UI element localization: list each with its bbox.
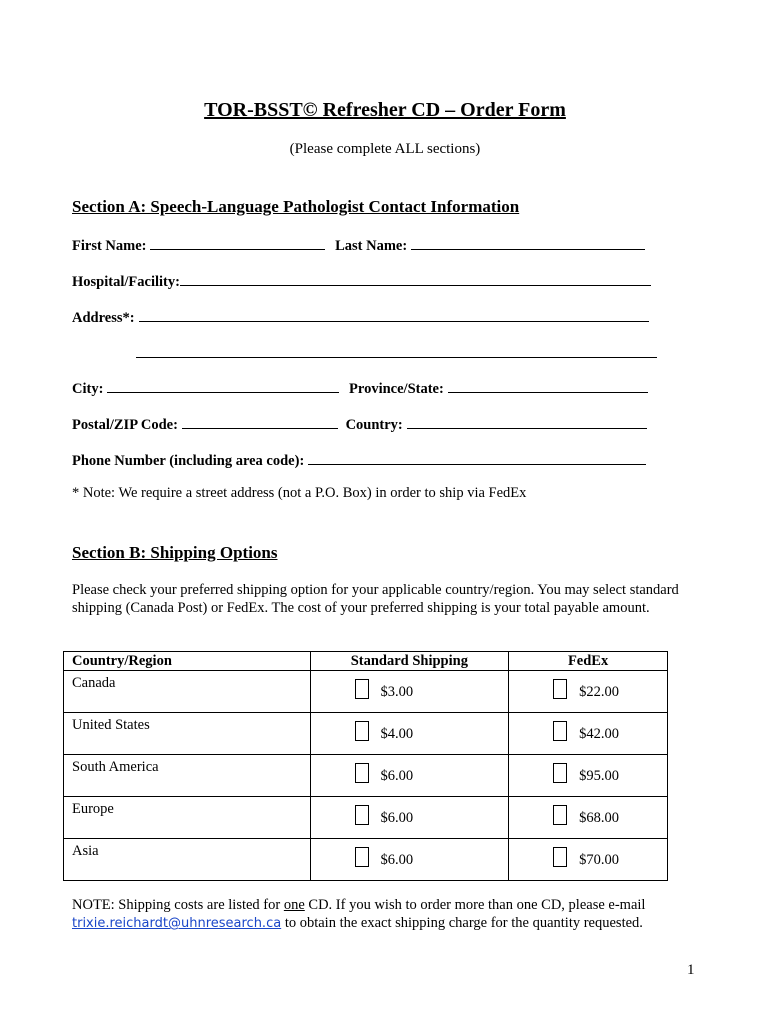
note-prefix: NOTE: Shipping costs are listed for <box>72 897 284 913</box>
fedex-cell <box>509 839 668 881</box>
address-field-line2[interactable] <box>136 343 657 358</box>
phone-field[interactable] <box>308 450 646 465</box>
note-suffix: to obtain the exact shipping charge for the quantity requested. <box>281 915 643 931</box>
standard-price: $6.00 <box>380 852 414 868</box>
postal-label: Postal/ZIP Code: <box>72 417 178 433</box>
fedex-cell <box>509 713 668 755</box>
phone-row <box>72 450 646 470</box>
checkbox-icon[interactable] <box>355 847 369 867</box>
last-name-label: Last Name: <box>335 238 408 254</box>
standard-cell <box>310 713 509 755</box>
checkbox-icon[interactable] <box>355 721 369 741</box>
phone-label: Phone Number (including area code): <box>72 453 305 469</box>
standard-cell <box>310 755 509 797</box>
contact-email-link[interactable]: trixie.reichardt@uhnresearch.ca <box>72 916 282 931</box>
page-title: TOR-BSST© Refresher CD – Order Form <box>204 99 566 121</box>
standard-cell <box>310 671 509 713</box>
postal-row <box>72 414 647 434</box>
hospital-field[interactable] <box>180 271 651 286</box>
fedex-cell <box>509 755 668 797</box>
country-field[interactable] <box>407 414 647 429</box>
province-label: Province/State: <box>349 381 444 397</box>
column-header-region: Country/Region <box>64 652 311 671</box>
table-row <box>64 713 668 755</box>
column-header-fedex: FedEx <box>509 652 668 671</box>
last-name-field[interactable] <box>411 235 645 250</box>
table-row <box>64 755 668 797</box>
table-row <box>64 671 668 713</box>
hospital-row <box>72 271 651 291</box>
address-label: Address*: <box>72 310 135 326</box>
fedex-price: $95.00 <box>579 768 620 784</box>
fedex-price: $70.00 <box>579 852 620 868</box>
first-name-field[interactable] <box>150 235 325 250</box>
standard-price: $6.00 <box>380 810 414 826</box>
shipping-note <box>72 896 692 933</box>
page-subtitle: (Please complete ALL sections) <box>289 141 481 157</box>
standard-cell <box>310 797 509 839</box>
checkbox-icon[interactable] <box>553 763 567 783</box>
city-row <box>72 378 648 398</box>
standard-price: $4.00 <box>380 726 414 742</box>
region-cell: Europe <box>64 797 311 839</box>
checkbox-icon[interactable] <box>553 679 567 699</box>
address-row <box>72 307 649 327</box>
shipping-table-header <box>64 652 668 671</box>
checkbox-icon[interactable] <box>355 805 369 825</box>
name-row <box>72 235 645 255</box>
first-name-label: First Name: <box>72 238 147 254</box>
note-middle: CD. If you wish to order more than one CD, please e-mail <box>304 897 646 913</box>
address-row-2 <box>136 343 657 363</box>
region-cell: South America <box>64 755 311 797</box>
city-field[interactable] <box>107 378 339 393</box>
standard-price: $6.00 <box>380 768 414 784</box>
postal-field[interactable] <box>182 414 338 429</box>
hospital-label: Hospital/Facility: <box>72 274 180 290</box>
section-a-heading: Section A: Speech-Language Pathologist Contact Information <box>72 197 520 216</box>
fedex-address-note: * Note: We require a street address (not a P.O. Box) in order to ship via FedEx <box>72 485 527 501</box>
region-cell: United States <box>64 713 311 755</box>
checkbox-icon[interactable] <box>553 721 567 741</box>
checkbox-icon[interactable] <box>553 847 567 867</box>
standard-cell <box>310 839 509 881</box>
checkbox-icon[interactable] <box>553 805 567 825</box>
region-cell: Canada <box>64 671 311 713</box>
country-label: Country: <box>345 417 403 433</box>
standard-price: $3.00 <box>380 684 414 700</box>
fedex-price: $42.00 <box>579 726 620 742</box>
note-emphasis: one <box>283 897 305 913</box>
shipping-description: Please check your preferred shipping option for your applicable country/region. You may select standard shipping (Canada Post) or FedEx. The cost of your preferred shipping is your total payable amount. <box>72 582 679 616</box>
shipping-table <box>63 651 668 881</box>
section-b-heading: Section B: Shipping Options <box>72 543 278 562</box>
page-number: 1 <box>687 962 695 978</box>
province-field[interactable] <box>448 378 648 393</box>
fedex-price: $22.00 <box>579 684 620 700</box>
city-label: City: <box>72 381 104 397</box>
region-cell: Asia <box>64 839 311 881</box>
checkbox-icon[interactable] <box>355 763 369 783</box>
fedex-cell <box>509 671 668 713</box>
table-row <box>64 839 668 881</box>
column-header-standard: Standard Shipping <box>310 652 509 671</box>
fedex-cell <box>509 797 668 839</box>
table-row <box>64 797 668 839</box>
address-field-line1[interactable] <box>139 307 649 322</box>
checkbox-icon[interactable] <box>355 679 369 699</box>
fedex-price: $68.00 <box>579 810 620 826</box>
